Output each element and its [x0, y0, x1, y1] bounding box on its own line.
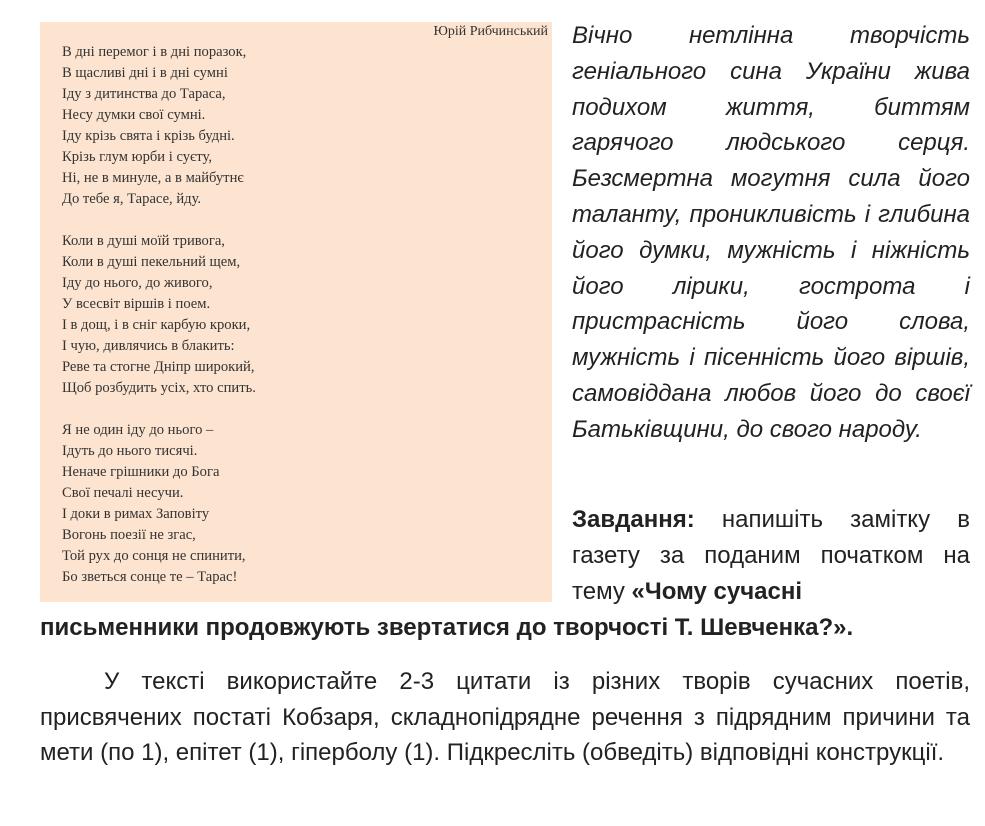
poem-line: Свої печалі несучи. [62, 485, 184, 501]
poem-line: І доки в римах Заповіту [62, 506, 210, 522]
poem-line: Несу думки свої сумні. [62, 107, 206, 123]
task-label: Завдання: [572, 506, 695, 533]
instructions-paragraph [40, 664, 970, 771]
poem-line: І в дощ, і в сніг карбую кроки, [62, 317, 251, 333]
poem-line: Реве та стогне Дніпр широкий, [62, 359, 255, 375]
instructions-text: У тексті використайте 2-3 цитати із різних творів сучасних поетів, присвячених постаті Кобзаря, складнопідрядне речення з підрядним причини та мети (по 1), епітет (1), гіперболу (1). Підкресліть (обведіть) відповідні конструкції. [40, 668, 970, 766]
poem-line: Я не один іду до нього – [62, 422, 214, 438]
task-topic-continuation: письменники продовжують звертатися до творчості Т. Шевченка?». [40, 614, 854, 641]
stanza-gap [62, 399, 256, 420]
poem-line: Той рух до сонця не спинити, [62, 548, 246, 564]
poem-line: Коли в душі моїй тривога, [62, 233, 225, 249]
task-topic-start: «Чому сучасні [631, 577, 803, 605]
poem-box [40, 22, 552, 602]
poem-line: Коли в душі пекельний щем, [62, 254, 241, 270]
poem-line: В щасливі дні і в дні сумні [62, 65, 228, 81]
poem-line: Неначе грішники до Бога [62, 464, 220, 480]
poem-line: У всесвіт віршів і поем. [62, 296, 211, 312]
poem-line: Іду до нього, до живого, [62, 275, 213, 291]
poem-line: До тебе я, Тарасе, йду. [62, 191, 202, 207]
poem-line: І чую, дивлячись в блакить: [62, 338, 235, 354]
intro-paragraph: Вічно нетлінна творчість геніального сина України жива подихом життя, биттям гарячого людського серця. Безсмертна могутня сила його таланту, проникливість і глибина його думки, мужність і ніжність його лірики, гострота і пристрасність його слова, мужність і пісенність його віршів, самовіддана любов його до своєї Батьківщини, до свого народу. [572, 22, 970, 443]
poem-line: Ідуть до нього тисячі. [62, 443, 198, 459]
poem-author: Юрій Рибчинський [433, 24, 548, 39]
poem-line: Бо зветься сонце те – Тарас! [62, 569, 238, 585]
task-paragraph [572, 502, 970, 609]
poem-line: В дні перемог і в дні поразок, [62, 44, 247, 60]
poem-line: Крізь глум юрби і суєту, [62, 149, 212, 165]
poem-line: Вогонь поезії не згас, [62, 527, 196, 543]
poem-line: Ні, не в минуле, а в майбутнє [62, 170, 244, 186]
poem-line: Іду крізь свята і крізь будні. [62, 128, 235, 144]
stanza-gap [62, 210, 256, 231]
poem-line: Щоб розбудить усіх, хто спить. [62, 380, 256, 396]
poem-line: Іду з дитинства до Тараса, [62, 86, 226, 102]
poem-text [62, 42, 256, 588]
task-body: напишіть замітку в газету за поданим початком на тему [572, 506, 970, 605]
